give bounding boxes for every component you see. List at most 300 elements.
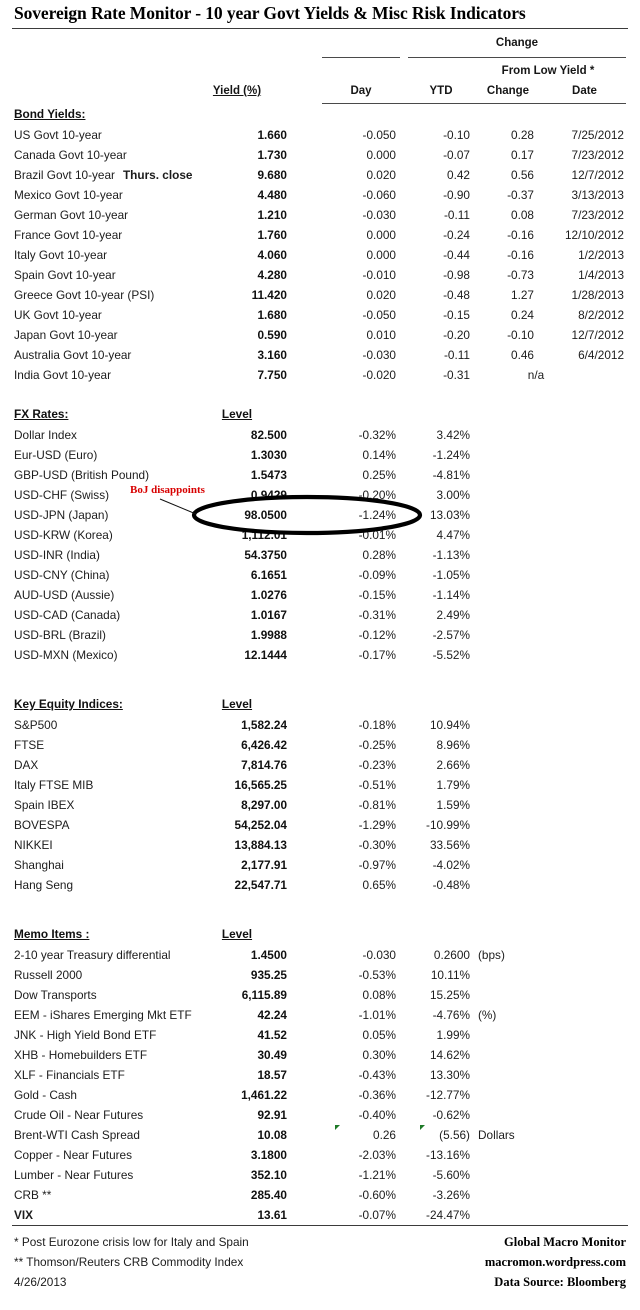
table-row [0, 1005, 640, 1025]
section-spacer [0, 895, 640, 915]
table-row [0, 1065, 640, 1085]
row-day-change: -0.60% [358, 1188, 396, 1202]
table-row [0, 775, 640, 795]
table-row [0, 145, 640, 165]
row-label: USD-CAD (Canada) [14, 608, 121, 622]
column-header-yield: Yield (%) [212, 85, 262, 97]
row-fromlow-date: 1/28/2013 [571, 288, 624, 302]
table-row [0, 545, 640, 565]
row-ytd-change: -1.24% [432, 448, 470, 462]
row-ytd-change: 10.11% [430, 968, 470, 982]
row-value: 2,177.91 [241, 858, 287, 872]
row-fromlow-date: n/a [527, 368, 545, 382]
row-ytd-change: -0.62% [432, 1108, 470, 1122]
row-ytd-change: 13.03% [429, 508, 470, 522]
row-fromlow-date: 1/2/2013 [578, 248, 624, 262]
row-fromlow-change: 0.46 [511, 348, 534, 362]
row-ytd-change: 14.62% [429, 1048, 470, 1062]
row-day-change: -0.030 [362, 208, 396, 222]
change-group-label: Change [495, 37, 539, 49]
row-day-change: -0.20% [358, 488, 396, 502]
section-header-row [0, 105, 640, 125]
row-label: USD-CNY (China) [14, 568, 110, 582]
row-ytd-change: 33.56% [429, 838, 470, 852]
table-row [0, 365, 640, 385]
row-ytd-change: -4.02% [432, 858, 470, 872]
row-day-change: 0.05% [362, 1028, 396, 1042]
row-ytd-change: 0.2600 [433, 948, 470, 962]
row-value: 82.500 [250, 428, 287, 442]
row-day-change: -2.03% [358, 1148, 396, 1162]
section-spacer [0, 915, 640, 925]
row-ytd-change: -0.24 [443, 228, 470, 242]
column-header-day: Day [350, 85, 372, 97]
row-day-change: -1.01% [358, 1008, 396, 1022]
row-label: XLF - Financials ETF [14, 1068, 125, 1082]
row-ytd-change: -0.10 [443, 128, 470, 142]
row-value: 1.760 [257, 228, 287, 242]
table-row [0, 565, 640, 585]
row-fromlow-date: 3/13/2013 [571, 188, 624, 202]
table-body [0, 105, 640, 1225]
row-label: US Govt 10-year [14, 128, 102, 142]
table-row [0, 425, 640, 445]
row-value: 4.280 [257, 268, 287, 282]
row-value: 13.61 [257, 1208, 287, 1222]
row-ytd-change: 15.25% [429, 988, 470, 1002]
row-value: 18.57 [257, 1068, 287, 1082]
comment-marker-icon [420, 1125, 425, 1130]
row-value: 11.420 [251, 288, 287, 302]
row-fromlow-change: 0.17 [511, 148, 534, 162]
table-row [0, 1185, 640, 1205]
row-ytd-change: -24.47% [426, 1208, 470, 1222]
row-ytd-change: 1.59% [436, 798, 470, 812]
table-row [0, 985, 640, 1005]
table-row [0, 205, 640, 225]
section-value-header-fx_rates: Level [221, 407, 253, 421]
row-value: 1.210 [257, 208, 287, 222]
row-day-change: 0.28% [362, 548, 396, 562]
row-day-change: -0.01% [358, 528, 396, 542]
row-fromlow-change: 0.28 [511, 128, 534, 142]
row-label: Brazil Govt 10-year Thurs. close [14, 168, 193, 182]
row-day-change: -1.24% [358, 508, 396, 522]
row-day-change: 0.08% [362, 988, 396, 1002]
row-day-change: -0.36% [358, 1088, 396, 1102]
row-day-change: -0.30% [358, 838, 396, 852]
table-row [0, 285, 640, 305]
row-day-change: -0.030 [362, 348, 396, 362]
row-label: DAX [14, 758, 39, 772]
section-header-row [0, 925, 640, 945]
row-ytd-change: 2.49% [436, 608, 470, 622]
row-fromlow-date: 12/7/2012 [571, 328, 624, 342]
row-label: Gold - Cash [14, 1088, 77, 1102]
row-day-change: 0.000 [366, 228, 396, 242]
table-row [0, 815, 640, 835]
table-row [0, 165, 640, 185]
table-row [0, 835, 640, 855]
row-value: 1,461.22 [241, 1088, 287, 1102]
row-ytd-change: -5.52% [432, 648, 470, 662]
row-day-change: 0.020 [366, 168, 396, 182]
row-value: 1.4500 [250, 948, 287, 962]
row-label: Brent-WTI Cash Spread [14, 1128, 140, 1142]
row-value: 1.730 [257, 148, 287, 162]
row-ytd-change: -4.81% [432, 468, 470, 482]
row-day-change: 0.14% [362, 448, 396, 462]
row-day-change: -0.12% [358, 628, 396, 642]
row-day-change: -0.31% [358, 608, 396, 622]
table-row [0, 1125, 640, 1145]
row-unit-label: (bps) [478, 948, 505, 962]
row-day-change: -0.060 [362, 188, 396, 202]
row-label: NIKKEI [14, 838, 53, 852]
row-label: FTSE [14, 738, 45, 752]
table-row [0, 605, 640, 625]
row-value: 7,814.76 [241, 758, 287, 772]
row-ytd-change: -0.90 [443, 188, 470, 202]
row-fromlow-change: -0.10 [507, 328, 534, 342]
row-ytd-change: -0.44 [443, 248, 470, 262]
row-label: USD-INR (India) [14, 548, 100, 562]
row-value: 0.9429 [250, 488, 287, 502]
row-ytd-change: -1.05% [432, 568, 470, 582]
row-label: Spain Govt 10-year [14, 268, 116, 282]
row-value: 42.24 [257, 1008, 287, 1022]
row-value: 16,565.25 [234, 778, 287, 792]
table-row [0, 1165, 640, 1185]
row-value: 1.3030 [250, 448, 287, 462]
row-label: Crude Oil - Near Futures [14, 1108, 144, 1122]
row-day-change: 0.020 [366, 288, 396, 302]
footer-attribution [485, 1232, 626, 1292]
row-ytd-change: 1.79% [436, 778, 470, 792]
table-row [0, 735, 640, 755]
section-value-header-memo_items: Level [221, 927, 253, 941]
footer-notes [14, 1232, 249, 1292]
row-fromlow-date: 1/4/2013 [578, 268, 624, 282]
row-fromlow-change: -0.37 [507, 188, 534, 202]
table-row [0, 945, 640, 965]
table-row [0, 965, 640, 985]
row-label: 2-10 year Treasury differential [14, 948, 171, 962]
row-day-change: -0.97% [358, 858, 396, 872]
column-header-ytd: YTD [429, 85, 453, 97]
section-spacer [0, 385, 640, 405]
section-title-fx_rates: FX Rates: [14, 407, 69, 421]
row-ytd-change: -4.76% [432, 1008, 470, 1022]
table-row [0, 875, 640, 895]
table-row [0, 715, 640, 735]
row-ytd-change: -0.11 [443, 348, 470, 362]
row-ytd-change: 3.42% [436, 428, 470, 442]
table-row [0, 445, 640, 465]
section-value-header-equity_indices: Level [221, 697, 253, 711]
column-header-group [0, 32, 640, 104]
table-row [0, 245, 640, 265]
row-ytd-change: 1.99% [436, 1028, 470, 1042]
section-title-equity_indices: Key Equity Indices: [14, 697, 123, 711]
row-label: Copper - Near Futures [14, 1148, 133, 1162]
row-label: Italy FTSE MIB [14, 778, 94, 792]
table-row [0, 265, 640, 285]
row-ytd-change: -5.60% [432, 1168, 470, 1182]
row-unit-label: (%) [478, 1008, 497, 1022]
row-day-change: -0.51% [358, 778, 396, 792]
row-label: UK Govt 10-year [14, 308, 102, 322]
row-day-change: -0.40% [358, 1108, 396, 1122]
table-row [0, 225, 640, 245]
row-ytd-change: -10.99% [426, 818, 470, 832]
row-day-change: -0.030 [362, 948, 396, 962]
footer-attribution-line: macromon.wordpress.com [484, 1255, 626, 1269]
row-value: 10.08 [257, 1128, 287, 1142]
row-ytd-change: 8.96% [436, 738, 470, 752]
row-day-change: -0.09% [358, 568, 396, 582]
table-row [0, 755, 640, 775]
section-spacer [0, 665, 640, 685]
row-label: Japan Govt 10-year [14, 328, 118, 342]
row-value: 1.0167 [250, 608, 287, 622]
row-day-change: 0.65% [362, 878, 396, 892]
row-unit-label: Dollars [478, 1128, 515, 1142]
from-low-yield-label: From Low Yield * [501, 65, 595, 77]
row-ytd-change: 10.94% [429, 718, 470, 732]
page-title: Sovereign Rate Monitor - 10 year Govt Yields & Misc Risk Indicators [14, 3, 526, 23]
section-title-memo_items: Memo Items : [14, 927, 90, 941]
footer-note-line: 4/26/2013 [14, 1275, 67, 1289]
table-row [0, 1105, 640, 1125]
row-label: EEM - iShares Emerging Mkt ETF [14, 1008, 192, 1022]
row-fromlow-date: 7/25/2012 [571, 128, 624, 142]
row-value: 3.1800 [250, 1148, 287, 1162]
row-label: Italy Govt 10-year [14, 248, 108, 262]
row-value: 4.060 [257, 248, 287, 262]
table-row [0, 625, 640, 645]
row-value: 1.5473 [250, 468, 287, 482]
row-label: Shanghai [14, 858, 64, 872]
row-label: Lumber - Near Futures [14, 1168, 134, 1182]
table-row [0, 1085, 640, 1105]
row-label: USD-KRW (Korea) [14, 528, 113, 542]
row-day-change: 0.30% [362, 1048, 396, 1062]
row-fromlow-date: 6/4/2012 [578, 348, 624, 362]
row-ytd-change: -1.13% [432, 548, 470, 562]
row-ytd-change: -0.31 [443, 368, 470, 382]
row-label: Eur-USD (Euro) [14, 448, 98, 462]
row-ytd-change: (5.56) [439, 1128, 470, 1142]
row-value: 9.680 [257, 168, 287, 182]
row-ytd-change: 3.00% [436, 488, 470, 502]
row-fromlow-date: 12/10/2012 [564, 228, 624, 242]
row-value: 0.590 [257, 328, 287, 342]
footer-divider [12, 1225, 628, 1226]
row-ytd-change: -0.20 [443, 328, 470, 342]
row-day-change: -0.53% [358, 968, 396, 982]
footer-attribution-line: Global Macro Monitor [504, 1235, 626, 1249]
row-value: 1,582.24 [241, 718, 287, 732]
row-day-change: 0.000 [366, 248, 396, 262]
column-header-date: Date [572, 85, 597, 97]
row-fromlow-date: 12/7/2012 [571, 168, 624, 182]
header-rule-day [322, 57, 400, 58]
row-day-change: -0.020 [362, 368, 396, 382]
row-value: 98.0500 [244, 508, 287, 522]
table-row [0, 1045, 640, 1065]
row-ytd-change: -0.11 [443, 208, 470, 222]
row-value: 22,547.71 [234, 878, 287, 892]
table-row [0, 485, 640, 505]
table-row [0, 1145, 640, 1165]
footer-attribution-line: Data Source: Bloomberg [494, 1275, 626, 1289]
row-value: 8,297.00 [241, 798, 287, 812]
table-row [0, 1205, 640, 1225]
row-value: 1.9988 [250, 628, 287, 642]
row-value: 6.1651 [250, 568, 287, 582]
row-ytd-change: -2.57% [432, 628, 470, 642]
row-label: USD-BRL (Brazil) [14, 628, 106, 642]
row-ytd-change: -0.48% [432, 878, 470, 892]
row-value: 6,426.42 [241, 738, 287, 752]
table-row [0, 645, 640, 665]
row-label: USD-CHF (Swiss) [14, 488, 110, 502]
table-row [0, 465, 640, 485]
row-label-suffix: Thurs. close [122, 168, 193, 182]
table-row [0, 325, 640, 345]
row-label: Russell 2000 [14, 968, 83, 982]
row-ytd-change: 4.47% [436, 528, 470, 542]
row-day-change: -0.050 [362, 308, 396, 322]
row-fromlow-change: 0.24 [511, 308, 534, 322]
row-value: 1.660 [257, 128, 287, 142]
row-day-change: 0.000 [366, 148, 396, 162]
row-label: JNK - High Yield Bond ETF [14, 1028, 157, 1042]
row-ytd-change: -12.77% [426, 1088, 470, 1102]
row-label: Australia Govt 10-year [14, 348, 132, 362]
row-value: 935.25 [250, 968, 287, 982]
header-rule-change [408, 57, 626, 58]
row-fromlow-date: 8/2/2012 [578, 308, 624, 322]
row-ytd-change: -0.15 [443, 308, 470, 322]
row-value: 1.0276 [250, 588, 287, 602]
row-ytd-change: 13.30% [429, 1068, 470, 1082]
section-header-row [0, 695, 640, 715]
header-underline [322, 103, 626, 104]
row-label: XHB - Homebuilders ETF [14, 1048, 148, 1062]
row-label: USD-MXN (Mexico) [14, 648, 118, 662]
row-value: 1,112.01 [241, 528, 287, 542]
row-day-change: -0.32% [358, 428, 396, 442]
table-row [0, 125, 640, 145]
row-value: 1.680 [257, 308, 287, 322]
row-value: 13,884.13 [234, 838, 287, 852]
row-day-change: -0.18% [358, 718, 396, 732]
title-divider [12, 28, 628, 29]
footer-note-line: ** Thomson/Reuters CRB Commodity Index [14, 1255, 244, 1269]
row-day-change: -0.25% [358, 738, 396, 752]
row-value: 92.91 [257, 1108, 287, 1122]
row-value: 7.750 [257, 368, 287, 382]
row-fromlow-date: 7/23/2012 [571, 148, 624, 162]
table-row [0, 345, 640, 365]
table-row [0, 305, 640, 325]
row-ytd-change: -0.98 [443, 268, 470, 282]
row-ytd-change: 2.66% [436, 758, 470, 772]
row-day-change: -0.23% [358, 758, 396, 772]
row-fromlow-date: 7/23/2012 [571, 208, 624, 222]
column-header-change: Change [486, 85, 530, 97]
row-day-change: 0.26 [373, 1128, 396, 1142]
row-fromlow-change: 0.08 [511, 208, 534, 222]
row-label: India Govt 10-year [14, 368, 112, 382]
row-label: CRB ** [14, 1188, 52, 1202]
row-ytd-change: -13.16% [426, 1148, 470, 1162]
row-value: 54.3750 [244, 548, 287, 562]
row-value: 3.160 [257, 348, 287, 362]
row-value: 54,252.04 [234, 818, 287, 832]
row-day-change: -0.81% [358, 798, 396, 812]
row-ytd-change: -1.14% [432, 588, 470, 602]
row-value: 12.1444 [244, 648, 287, 662]
row-label: Dollar Index [14, 428, 77, 442]
row-label: Mexico Govt 10-year [14, 188, 123, 202]
row-ytd-change: -0.48 [443, 288, 470, 302]
row-day-change: -0.43% [358, 1068, 396, 1082]
row-day-change: -0.07% [358, 1208, 396, 1222]
row-day-change: -1.21% [358, 1168, 396, 1182]
row-label: Hang Seng [14, 878, 74, 892]
row-day-change: -0.010 [362, 268, 396, 282]
table-row [0, 795, 640, 815]
section-spacer [0, 685, 640, 695]
row-fromlow-change: -0.16 [507, 228, 534, 242]
row-label: Greece Govt 10-year (PSI) [14, 288, 155, 302]
table-row [0, 185, 640, 205]
row-label: France Govt 10-year [14, 228, 123, 242]
row-day-change: -0.17% [358, 648, 396, 662]
row-day-change: 0.010 [366, 328, 396, 342]
table-row [0, 1025, 640, 1045]
table-row [0, 585, 640, 605]
table-row [0, 525, 640, 545]
comment-marker-icon [335, 1125, 340, 1130]
row-label: Spain IBEX [14, 798, 75, 812]
footer-note-line: * Post Eurozone crisis low for Italy and Spain [14, 1235, 249, 1249]
section-header-row [0, 405, 640, 425]
row-label: VIX [14, 1208, 34, 1222]
row-label: German Govt 10-year [14, 208, 129, 222]
row-day-change: -0.15% [358, 588, 396, 602]
row-day-change: 0.25% [362, 468, 396, 482]
row-ytd-change: 0.42 [447, 168, 470, 182]
row-value: 4.480 [257, 188, 287, 202]
row-fromlow-change: 1.27 [511, 288, 534, 302]
row-ytd-change: -0.07 [443, 148, 470, 162]
table-row [0, 505, 640, 525]
row-value: 285.40 [250, 1188, 287, 1202]
row-ytd-change: -3.26% [432, 1188, 470, 1202]
row-fromlow-change: 0.56 [511, 168, 534, 182]
annotation-label: BoJ disappoints [130, 484, 205, 496]
row-label: BOVESPA [14, 818, 70, 832]
row-day-change: -0.050 [362, 128, 396, 142]
row-label: Canada Govt 10-year [14, 148, 127, 162]
row-label: Dow Transports [14, 988, 97, 1002]
row-label: GBP-USD (British Pound) [14, 468, 150, 482]
table-row [0, 855, 640, 875]
